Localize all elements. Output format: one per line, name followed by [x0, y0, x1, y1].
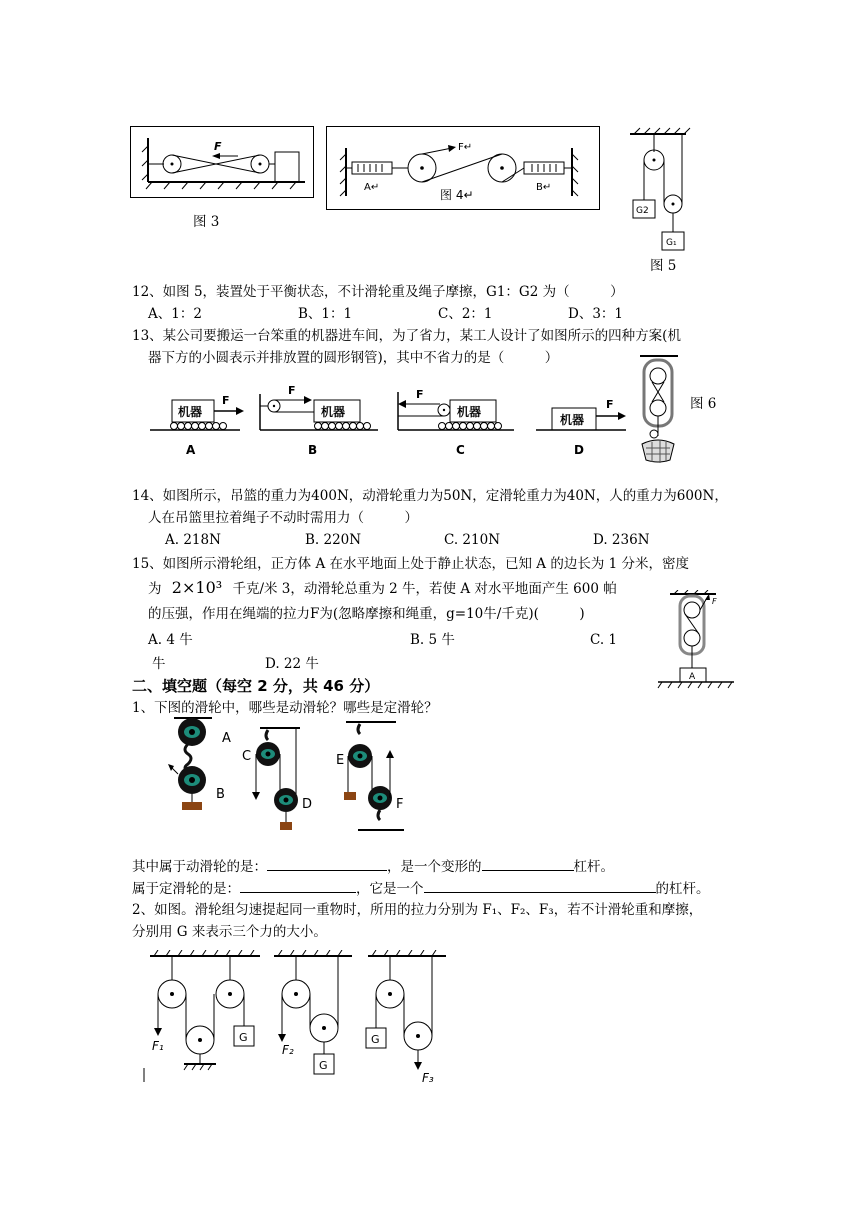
question-12: 12、如图 5，装置处于平衡状态，不计滑轮重及绳子摩擦，G1：G2 为（ ） [132, 284, 624, 300]
pulley-label-a: A [222, 731, 231, 746]
q12-option-d: D、3：1 [568, 306, 624, 322]
figure-4 [326, 126, 600, 210]
question-13-line1: 13、某公司要搬运一台笨重的机器进车间，为了省力，某工人设计了如图所示的四种方案(机 [132, 328, 681, 344]
q12-option-c: C、2：1 [438, 306, 493, 322]
fig4-label-b: B↵ [536, 182, 552, 193]
fig5-g2-label: G2 [636, 206, 649, 216]
q13a-force: F [222, 394, 230, 407]
q13-option-d: D [574, 443, 584, 457]
q13-diagram-d [536, 396, 632, 462]
q15-density: 2×10³ [171, 578, 223, 597]
q13a-machine-label: 机器 [178, 405, 203, 419]
s2-question-2-line2: 分别用 G 来表示三个力的大小。 [132, 924, 327, 940]
q12-option-a: A、1：2 [148, 306, 202, 322]
pulley-label-c: C [242, 749, 252, 764]
question-15-line3: 的压强，作用在绳端的拉力F为(忽略摩擦和绳重，g=10牛/千克)( ) [148, 606, 585, 622]
q13b-machine-label: 机器 [321, 405, 346, 419]
q13c-force: F [416, 388, 424, 401]
q14-option-c: C. 210N [444, 532, 501, 548]
figure-3 [130, 126, 314, 198]
s2-q1-line2-b: ，它是一个 [356, 881, 424, 897]
sys1-weight: G [239, 1031, 248, 1044]
q12-option-b: B、1：1 [298, 306, 353, 322]
fig6-caption: 图 6 [690, 396, 717, 412]
q15-option-a: A. 4 牛 [148, 632, 193, 648]
q15-option-c: C. 1 [590, 632, 618, 648]
fig4-label-a: A↵ [364, 182, 380, 193]
figure-5 [624, 126, 696, 252]
section-2-title: 二、填空题（每空 2 分，共 46 分） [132, 677, 380, 695]
sys3-weight: G [371, 1033, 380, 1046]
fixed-pulley-blank[interactable] [240, 878, 356, 893]
s2-question-2-line1: 2、如图。滑轮组匀速提起同一重物时，所用的拉力分别为 F₁、F₂、F₃，若不计滑轮重和摩擦， [132, 902, 703, 918]
fig4-caption: 图 4↵ [440, 188, 474, 202]
question-15-line1: 15、如图所示滑轮组，正方体 A 在水平地面上处于静止状态，已知 A 的边长为 1 分米，密度 [132, 556, 690, 572]
pulley-label-e: E [336, 753, 345, 768]
q13-option-b: B [308, 443, 318, 457]
pulley-figure-group [160, 716, 420, 838]
force-f2: F₂ [282, 1043, 294, 1057]
q13d-machine-label: 机器 [560, 413, 585, 427]
s2-q1-answer-line2 [132, 878, 710, 899]
q14-option-b: B. 220N [305, 532, 362, 548]
pulley-label-b: B [216, 787, 225, 802]
s2-q1-line2-a: 属于定滑轮的是： [132, 881, 240, 897]
s2-q1-answer-line1 [132, 856, 614, 877]
fig5-caption: 图 5 [650, 258, 677, 274]
q15-figure [654, 590, 738, 690]
q15-fig-force: F [712, 597, 717, 606]
s2-question-1: 1、下图的滑轮中，哪些是动滑轮？哪些是定滑轮？ [132, 700, 438, 716]
s2-q1-line2-c: 的杠杆。 [655, 881, 710, 897]
lever-type-blank-1[interactable] [482, 856, 574, 871]
fig3-force-label: F [214, 140, 222, 153]
s2-q1-line1-a: 其中属于动滑轮的是： [132, 859, 267, 875]
q13d-force: F [606, 398, 614, 411]
force-f3: F₃ [422, 1071, 434, 1085]
question-15-line2 [148, 578, 617, 599]
q13c-machine-label: 机器 [457, 405, 482, 419]
q15-option-c-cont: 牛 [152, 656, 166, 672]
lever-type-blank-2[interactable] [424, 878, 656, 893]
pulley-label-d: D [302, 797, 313, 812]
q15-line2-pre: 为 [148, 581, 162, 597]
q13-diagram-c [396, 384, 518, 462]
q15-fig-block: A [689, 672, 696, 682]
question-14-line2: 人在吊篮里拉着绳子不动时需用力（ ） [148, 510, 418, 526]
question-13-line2: 器下方的小圆表示并排放置的圆形钢管)，其中不省力的是（ ） [148, 350, 559, 366]
q14-option-a: A. 218N [165, 532, 221, 548]
figure-6 [634, 352, 684, 466]
fig5-g1-label: G₁ [666, 238, 677, 248]
sys2-weight: G [319, 1059, 328, 1072]
fig3-caption: 图 3 [193, 214, 220, 230]
pulley-systems-figure [140, 950, 450, 1090]
q13-option-c: C [456, 443, 465, 457]
q14-option-d: D. 236N [593, 532, 650, 548]
s2-q1-line1-c: 杠杆。 [573, 859, 614, 875]
q13-diagram-a [150, 392, 246, 462]
pulley-label-f: F [396, 797, 404, 812]
q15-option-b: B. 5 牛 [410, 632, 455, 648]
q13-option-a: A [186, 443, 196, 457]
q15-line2-post: 千克/米 3，动滑轮总重为 2 牛，若使 A 对水平地面产生 600 帕 [232, 581, 617, 597]
fig4-force-label: F↵ [458, 142, 473, 153]
movable-pulley-blank[interactable] [267, 856, 387, 871]
q15-option-d: D. 22 牛 [265, 656, 319, 672]
force-f1: F₁ [152, 1039, 164, 1053]
q13-diagram-b [258, 380, 380, 462]
question-14-line1: 14、如图所示，吊篮的重力为400N，动滑轮重力为50N，定滑轮重力为40N，人的重力为600N， [132, 488, 728, 504]
s2-q1-line1-b: ，是一个变形的 [387, 859, 482, 875]
q13b-force: F [288, 384, 296, 397]
